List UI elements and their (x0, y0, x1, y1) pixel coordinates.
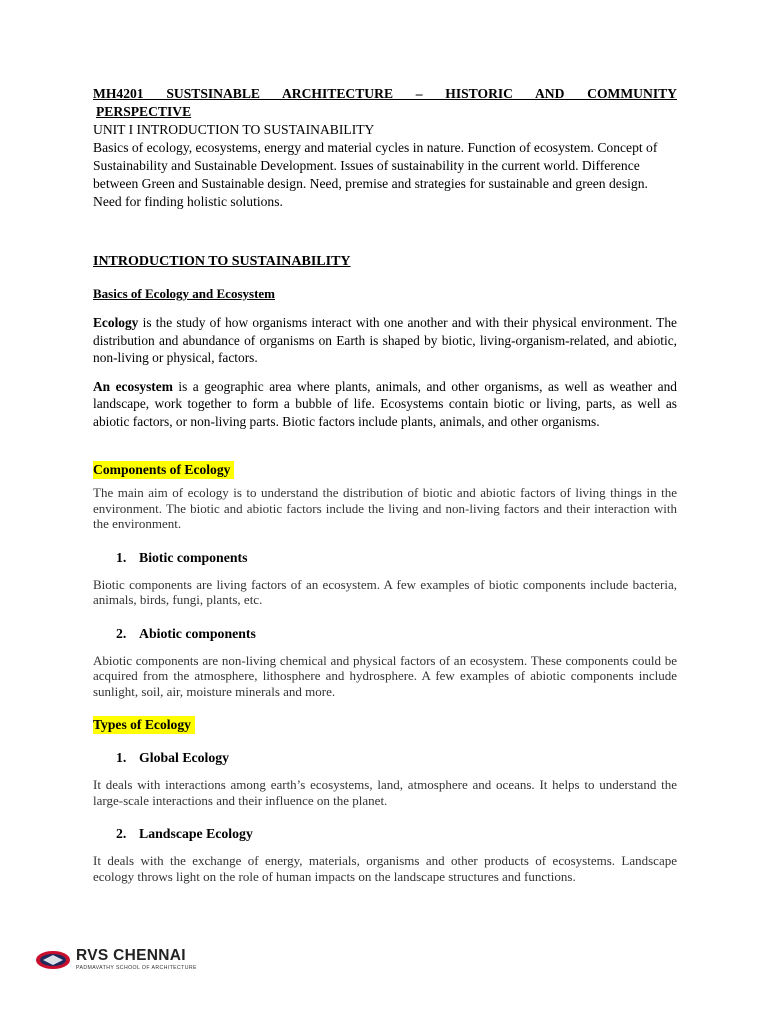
list-item-text: It deals with the exchange of energy, materials, organisms and other products of ecosystems. Landscape ecology throws light on the role of human impacts on the landscape structures and functions. (93, 853, 677, 884)
section-subtitle: Basics of Ecology and Ecosystem (93, 286, 275, 301)
logo-title: RVS CHENNAI (76, 947, 186, 964)
document-page (93, 85, 677, 884)
ecosystem-term: An ecosystem (93, 378, 173, 394)
list-number: 1. (116, 750, 127, 765)
list-item-heading (93, 625, 677, 643)
list-number: 1. (116, 549, 127, 565)
list-title: Abiotic components (139, 625, 256, 641)
syllabus-text: Basics of ecology, ecosystems, energy and material cycles in nature. Function of ecosystem. Concept of Sustainability and Sustainable Development. Issues of sustainability in the current world. Difference between Green and Sustainable design. Need, premise and strategies for sustainable and green design. Need for finding holistic solutions. (93, 140, 658, 209)
course-title: MH4201 SUSTSINABLE ARCHITECTURE – HISTORIC AND COMMUNITY (93, 86, 677, 101)
list-number: 2. (116, 625, 127, 641)
ecology-definition (93, 314, 677, 367)
list-item-text: It deals with interactions among earth’s ecosystems, land, atmosphere and oceans. It helps to understand the large-scale interactions and their influence on the planet. (93, 777, 677, 808)
types-heading: Types of Ecology (93, 716, 195, 734)
course-title-continuation: PERSPECTIVE (96, 104, 192, 119)
list-item-text: Biotic components are living factors of an ecosystem. A few examples of biotic components include bacteria, animals, birds, fungi, plants, etc. (93, 576, 677, 607)
list-item-heading (93, 749, 677, 767)
components-heading-wrap (93, 461, 677, 479)
ecology-term: Ecology (93, 315, 139, 330)
components-intro: The main aim of ecology is to understand the distribution of biotic and abiotic factors of living things in the environment. The biotic and abiotic factors include the living and non-living factors and their interaction with the environment. (93, 485, 677, 531)
list-item-text: Abiotic components are non-living chemical and physical factors of an ecosystem. These components could be acquired from the atmosphere, lithosphere and hydrosphere. A few examples of abiotic components include sunlight, soil, air, moisture minerals and more. (93, 652, 677, 699)
list-title: Biotic components (139, 549, 248, 565)
list-item-heading (93, 549, 677, 567)
list-item-heading (93, 825, 677, 843)
ecosystem-text: is a geographic area where plants, animals, and other organisms, as well as weather and landscape, work together to form a bubble of life. Ecosystems contain biotic or living, parts, as well as abiotic factors, or non-living parts. Biotic factors include plants, animals, and other organisms. (93, 378, 677, 429)
logo-subtitle: PADMAVATHY SCHOOL OF ARCHITECTURE (76, 965, 197, 971)
section-title: INTRODUCTION TO SUSTAINABILITY (93, 254, 351, 269)
list-title: Landscape Ecology (139, 826, 253, 841)
ecology-text: is the study of how organisms interact with one another and with their physical environment. The distribution and abundance of organisms on Earth is shaped by biotic, living-organism-related, and abiotic, non-living or physical, factors. (93, 315, 677, 365)
components-heading: Components of Ecology (93, 461, 234, 479)
list-title: Global Ecology (139, 750, 230, 765)
ecosystem-definition (93, 378, 677, 431)
unit-title: UNIT I INTRODUCTION TO SUSTAINABILITY (93, 122, 375, 137)
types-heading-wrap (93, 716, 677, 734)
list-number: 2. (116, 826, 127, 841)
